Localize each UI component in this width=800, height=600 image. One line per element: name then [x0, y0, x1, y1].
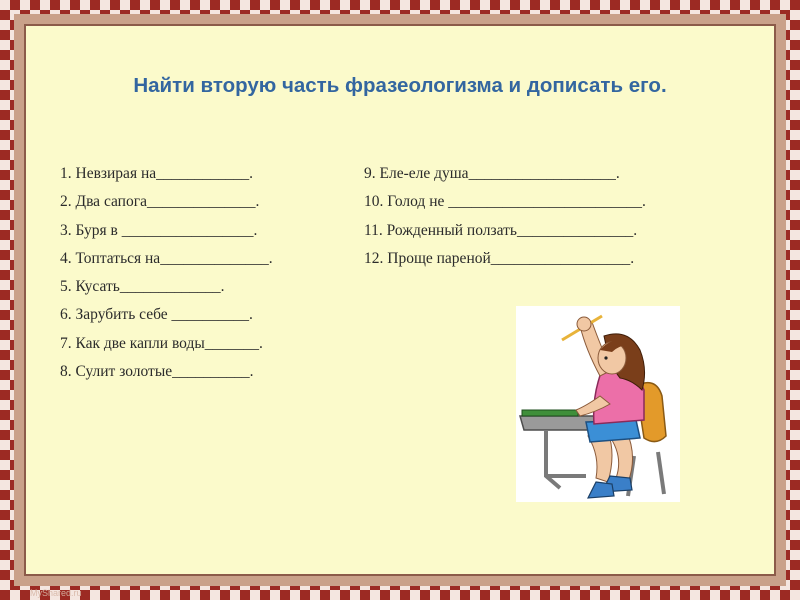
list-item: 7. Как две капли воды_______. — [60, 334, 263, 352]
student-raising-hand-illustration — [516, 306, 680, 502]
list-item: 9. Еле-еле душа___________________. — [364, 165, 620, 182]
list-item: 12. Проще пареной__________________. — [364, 249, 635, 267]
slide-title: Найти вторую часть фразеологизма и дописать его. — [133, 74, 667, 97]
list-item: 8. Сулит золотые__________. — [60, 363, 254, 381]
list-item: 4. Топтаться на______________. — [60, 249, 273, 267]
slide-border — [14, 14, 786, 586]
list-item: 1. Невзирая на____________. — [60, 165, 253, 182]
list-item: 5. Кусать_____________. — [60, 278, 225, 296]
left-list — [60, 160, 273, 386]
list-item: 3. Буря в _________________. — [60, 221, 258, 239]
right-list — [364, 160, 646, 273]
list-item: 11. Рожденный ползать_______________. — [364, 221, 638, 239]
watermark-text: MyShared.ru — [30, 588, 82, 598]
list-item: 2. Два сапога______________. — [60, 193, 260, 211]
student-at-desk-icon — [516, 306, 680, 502]
list-item: 6. Зарубить себе __________. — [60, 306, 253, 324]
slide-panel — [24, 24, 776, 576]
list-item: 10. Голод не _________________________. — [364, 193, 646, 211]
